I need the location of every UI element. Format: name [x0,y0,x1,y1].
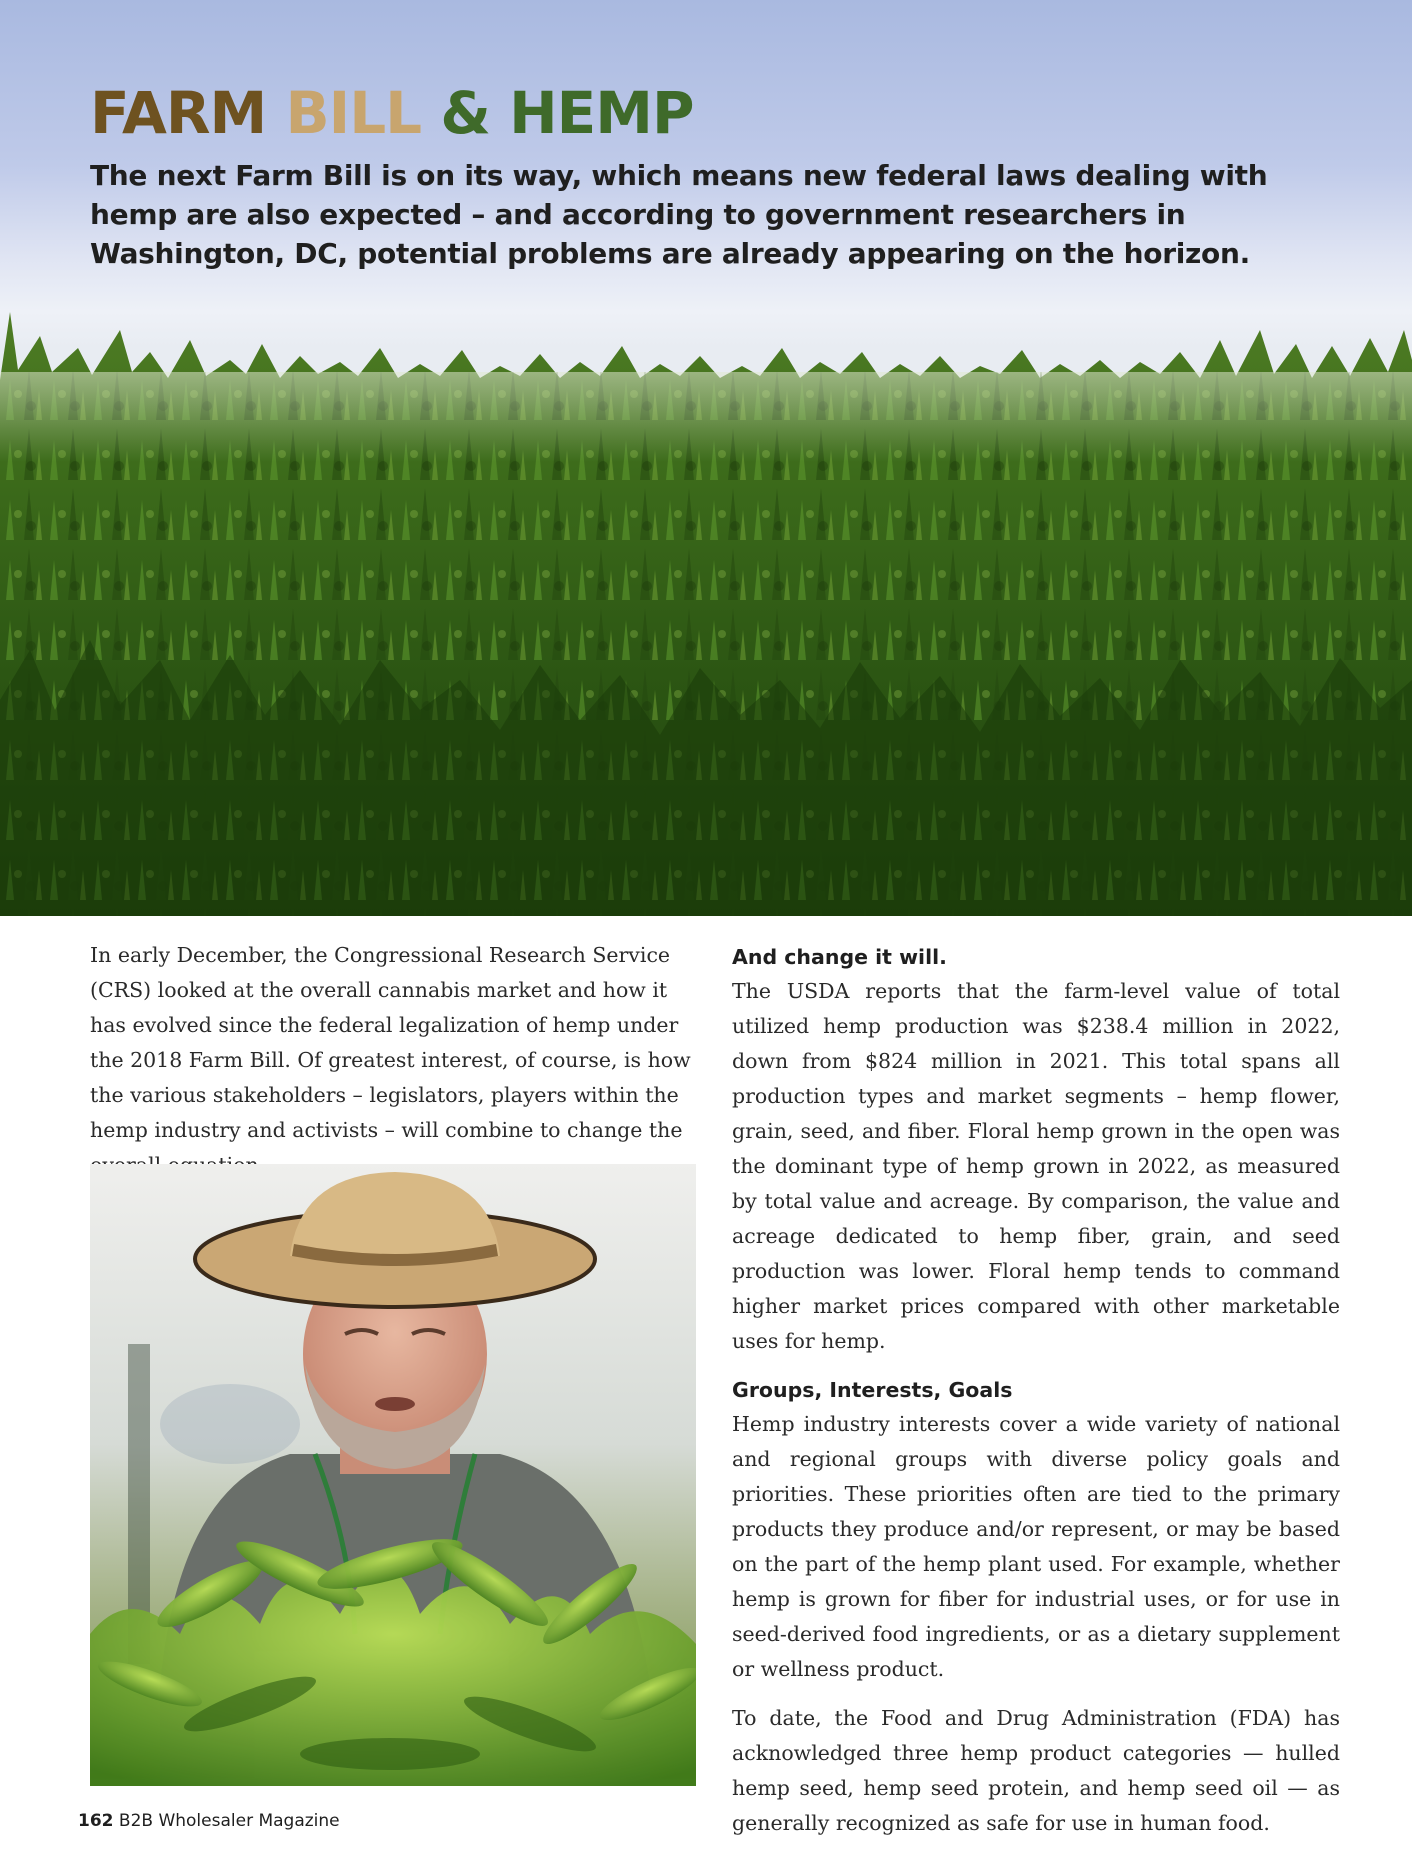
intro-paragraph: In early December, the Congressional Research Service (CRS) looked at the overall cannabis market and how it has evolved since the federal legalization of hemp under the 2018 Farm Bill. Of greatest interest, of course, is how the various stakeholders – legislators, players within the hemp industry and activists – will combine to change the [90,943,691,1142]
section-heading-change: And change it will. [732,945,947,969]
publication-name: B2B Wholesaler Magazine [118,1811,340,1831]
section-body-groups-1: Hemp industry interests cover a wide variety of national and regional groups with diverse policy goals and priorities. These priorities often are tied to the primary products they produce and/or represent, or may be based on the part of the hemp plant used. For example, whether hemp is grown for fiber for industrial uses, or for use in seed-derived food ingredients, or as a dietary supplement or wellness product. [732,1412,1340,1681]
farmer-photo [90,1164,696,1786]
section-body-groups-2: To date, the Food and Drug Administration (FDA) has acknowledged three hemp product categories — hulled hemp seed, hemp seed protein, and hemp seed oil — as generally recognized as safe for use in human food. [732,1706,1340,1835]
title-part-bill: BILL [285,79,441,147]
hero-image [0,0,1412,916]
title-part-farm: FARM [90,79,286,147]
article-deck: The next Farm Bill is on its way, which means new federal laws dealing with hemp are also expected – and according to government researchers in Washington, DC, potential problems are already appearing on the horizon. [90,159,1268,270]
page-footer [78,1810,340,1832]
right-column [732,940,1340,1841]
section-heading-groups: Groups, Interests, Goals [732,1378,1013,1402]
left-column [90,938,696,1183]
title-part-hemp: & HEMP [440,79,694,147]
article-title [90,80,694,146]
farmer-illustration [90,1164,696,1786]
section-body-change: The USDA reports that the farm-level value of total utilized hemp production was $238.4 million in 2022, down from $824 million in 2021. This total spans all production types and market segments – hemp flower, grain, seed, and fiber. Floral hemp grown in the open was the dominant type of hemp grown in 2022, as measured by total value and acreage. By comparison, the value and acreage dedicated to hemp fiber, grain, and seed production was lower. Floral hemp tends to command higher market prices compared with other marketable uses for hemp. [732,979,1340,1353]
page-number: 162 [78,1811,114,1831]
